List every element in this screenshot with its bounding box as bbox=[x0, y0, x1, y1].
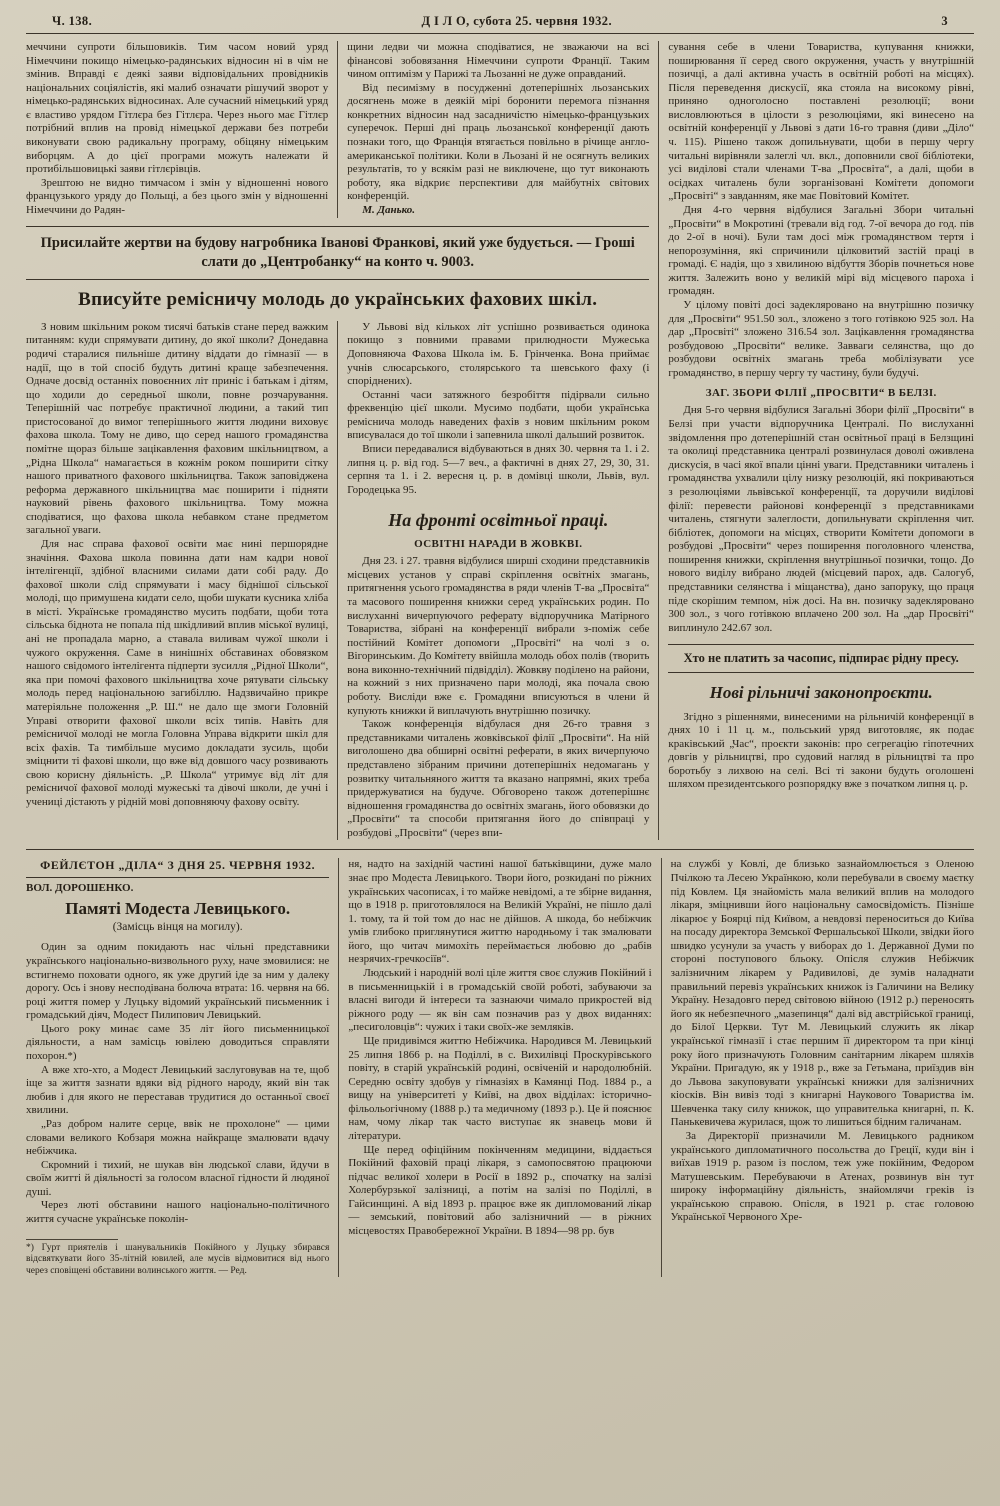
paragraph: Вписи передавалися відбуваються в днях 30. червня та 1. і 2. липня ц. р. від год. 5—7 веч., а фактичні в днях 27, 29, 30, 31. серпня та 1. і 2. вересня ц. р. в домівці школи, Львів, вул. Городецька 95. bbox=[347, 442, 650, 496]
left-two-columns bbox=[26, 41, 658, 840]
school-article-col2 bbox=[337, 321, 649, 841]
paragraph: меччини супроти більшовиків. Тим часом новий уряд Німеччини покищо німецько-радянських відносин ні в чім не змінив. Вправді є деякі заяви відповідальних провідників національних соціялістів, які малиб означати рішучий зворот у німецько-радянських відносинах. Але сучасний німецький уряд є властиво урядом Гітлєра без Гітлєра. Через нього має Гітлєр потрібний вплив на провід німецької держави без потреби виконувати свою радикальну програму, обіцяну німецьким виборцям. А до цієї програми можуть належати й протибільшовицькі заяви гітлєрівців. bbox=[26, 41, 329, 176]
franko-monument-notice: Присилайте жертви на будову нагробника Іванові Франкові, який уже будується. — Гроші слати до „Центробанку“ на конто ч. 9003. bbox=[26, 226, 649, 280]
paragraph: Дня 23. і 27. травня відбулися ширші сходини представників місцевих установ у справі скріплення освітніх змагань, притягнення усього громадянства в ряди членів Т-ва „Просвіта“ та масового поширення книжки серед українських родин. По вислуханні вичерпуючого реферату відпоручника Матірного Товариства, зібрані на конференції вибрали з-поміж себе постійний Комітет допомоги „Просвіті“ на чолі з о. Вігоринським. До Комітету ввійшла молодь обох полів (творить вона виконно-технічний підвідділ). Жовкву поділено на райони, на кожний з них призначено пари молоді, яка почала свою роботу. Висліди вже є. Громадяни вписуються в члени й купують книжки й виплачують внутрішню позичку. bbox=[347, 555, 650, 717]
paragraph: Зрештою не видно тимчасом і змін у відношенні нового французького уряду до Польщі, а без цього змін у відношенні Німеччини до Радян- bbox=[26, 176, 329, 216]
paragraph: Через люті обставини нашого національно-політичного життя сучасне українське поколін- bbox=[26, 1199, 330, 1225]
zhovkva-subheadline: ОСВІТНІ НАРАДИ В ЖОВКВІ. bbox=[414, 538, 583, 551]
lead-article bbox=[26, 41, 649, 218]
feuilleton-col3 bbox=[661, 858, 974, 1277]
school-article-col2-text bbox=[347, 321, 649, 498]
feuilleton-col1-text bbox=[26, 941, 329, 1226]
education-front-headline: На фронті освітньої праці. bbox=[388, 510, 609, 531]
main-section bbox=[26, 41, 974, 840]
paragraph: „Раз добром налите серце, ввік не прохолоне“ — цими словами великого Кобзаря можна найкраще змалювати вдачу небіжчика. bbox=[26, 1117, 330, 1158]
law-article-headline: Нові рільничі законопроєкти. bbox=[709, 682, 933, 702]
press-slogan-box: Хто не платить за часопис, підпирає рідну пресу. bbox=[668, 644, 974, 672]
feuilleton-byline: ВОЛ. ДОРОШЕНКО. bbox=[26, 882, 134, 895]
paragraph: Від песимізму в посудженні дотеперішніх льозанських досягнень може в деякій мірі боронити перемога пізнання конкретних відносин над засадничістю німецько-французьких суперечок. Перші дні праць льозанської конференції дають познаки того, що Франція втягається повільно в річище англо-американської політики. Коли в Льозані й не осягнуть великих результатів, то у всякім разі не виключене, що тут виконають роботу, яка відкриє перспективи для майбутніх світових конференцій. bbox=[347, 81, 650, 203]
zhovkva-article-col2-text bbox=[347, 555, 649, 840]
lead-article-col1 bbox=[26, 41, 337, 218]
feuilleton-section bbox=[26, 849, 974, 1277]
feuilleton-col2 bbox=[338, 858, 660, 1277]
paragraph: на службі у Ковлі, де близько зазнайомлюється з Оленою Пчілкою та Лесею Українкою, коли перебували в своєму маєтку під Ковлем. Ця знайомість мала великий вплив на молодого лікаря, зміцнивши його національну самосвідомість. Пізніше лікарює у Боярці під Київом, а невдовзі переноситься до Київа на посаду директора Земської Фершальської Школи, звідки його швидко усунули за участь у виборах до 1. Державної Думи по стороні поступового бльоку. Опісля служив Небіжчик залізничним лікарем у Радивилові, де зумів наладнати правильний перевіз українських книжок із Галичини на Велику Україну. Незадовго перед світовою війною (1912 р.) переносять його як небезпечного „мазепинця“ далі від австрійської границі, до Білої Церкви. Тут М. Левицький служить як лікар української гімназії і стає першим її директором та при кінці року його призначують Головним санітарним лікарем шляхів України. Пригадую, як у 1918 р., вже за Гетьмана, приїздив він до Львова закуповувати українські книжки для залізничних кіосків. Він вивіз тоді з книгарні Наукового Товариства ім. Шевченка таку силу книжок, що управителька книгарні, п. К. Панькевичева журилася, щож то лишиться бідним галичанам. bbox=[670, 858, 974, 1129]
feuilleton-footnote: *) Гурт приятелів і шанувальників Покійного у Луцьку збирався відсвяткувати його 35-літній ювилей, але мусів відмовитися від нього через сповіщені обставини волинського життя. — Ред. bbox=[26, 1239, 329, 1278]
paragraph: А вже хто-хто, а Модест Левицький заслуговував на те, щоб іще за життя зазнати вдяки від рідного народу, який він так любив і для якого не переставав трудитися до останньої своєї хвилини. bbox=[26, 1063, 330, 1117]
paragraph: Один за одним покидають нас чільні представники українського національно-визвольного руху, наче змовилися: не встигнемо поховати одного, як уже другий іде за ним у далеку дорогу. Ось і знову несподівана болюча втрата: 16. червня на 66. році життя помер у Луцьку відомий український письменник і громадський діяч, Модест Пилипович Левицький. bbox=[26, 941, 330, 1022]
feuilleton-header: ФЕЙЛЄТОН „ДІЛА“ З ДНЯ 25. ЧЕРВНЯ 1932. bbox=[26, 858, 329, 878]
paragraph: Також конференція відбулася дня 26-го травня з представниками читалень жовківської філії „Просвіти“. На ній виголошено два обширні освітні реферати, в яких вичерпуючо представлено зібраним причини дотеперішніх недомагань у розвитку читальняного життя та вказано напрямні, яких треба придержуватися на будуче. Обговорено також дотеперішнє відношення громадянства до освітніх змагань, його обовязки до „Просвіти“ та способи притягання його до співпраці у розбудові „Просвіти“ (через впи- bbox=[347, 718, 650, 839]
paragraph: Згідно з рішеннями, винесеними на рільничій конференції в днях 10 і 11 ц. м., польський уряд виготовляє, як подає краківський „Час“, проєкти законів: про сегрегацію гіпотечних довгів у рільництві, про судовий нагляд в рільництві та про боротьбу з лихвою на селі. Всі ті закони будуть оголошені шляхом президентського розпорядку вже з початком липня ц. р. bbox=[668, 710, 974, 791]
paragraph: У цілому повіті досі задекляровано на внутрішню позичку для „Просвіти“ 951.50 зол., зложено з того готівкою 925 зол. На дар „Просвіті“ зложено 316.54 зол. Зацікавлення громадянства розбудовою „Просвіти“ велике. Завваги селянства, що до розбудови освітніх змагань треба мобілізувати усе громадянство, в першу чергу ту частину, були будучі. bbox=[668, 298, 974, 379]
lead-article-col2 bbox=[337, 41, 649, 218]
page-number: 3 bbox=[941, 14, 948, 28]
zhovkva-article-col3-text bbox=[668, 41, 974, 380]
paragraph: сування себе в члени Товариства, купування книжки, поширювання її серед свого окруження, участь у внутрішній позичці, а далі активна участь в освітній роботі на місцях). Після переведення дискусії, яка стояла на високому рівні, приняно одноголосно поставлені резолюції; вони висловлюються в цілости з резолюціями, які винесено на освітній конференції у Львові з дати 16-го травня (диви „Діло“ ч. 115). Рішено також допильнувати, щоби в першу чергу читальні вирівняли залеглі чл. вкл., доповнили свої бібліотеки, усі виділові стали членами Т-ва „Просвіта“, а далі, щоби в осідках читалень були зорганізовані Комітети допомоги „Просвіті“ з завданням, яке має Повітовий Комітет. bbox=[668, 41, 974, 203]
paragraph: З новим шкільним роком тисячі батьків стане перед важким питанням: куди спрямувати дитину, до якої школи? Донедавна родичі старалися пильніше дитину віддати до гімназії — в надії, що в той спосіб будуть дитині краще забезпечення. Одначе досвід останніх повоєнних літ приніс і батькам і дітям, що ходили до середньої школи, повне розчарування. Теперішній час потребує практичної людини, а такий тип пристосованої до вимог теперішнього життя людини виховує фахова школа. Тому не диво, що серед нашого громадянства помітне щораз більше зацікавлення фаховим шкільництвом, а „Рідна Школа“ намагається в кожнім роком поширити сітку нашого приватного фахового шкільництва. Також заповіджена реформа державного шкільництва має поширити і підняти науковий рівень фахового шкільництва. Тому можна сподіватися, що фахова школа небавком стане предметом загальної уваги. bbox=[26, 320, 329, 537]
feuilleton-col1 bbox=[26, 858, 338, 1277]
school-article bbox=[26, 321, 649, 841]
paragraph: щини ледви чи можна сподіватися, не зважаючи на всі фінансові зобовязання Німеччини супроти Франції. Таким чином оптимізм у Парижі та Льозанні не дуже оправданий. bbox=[347, 41, 650, 81]
masthead bbox=[26, 12, 974, 34]
feuilleton-title: Памяті Модеста Левицького. bbox=[65, 899, 291, 919]
right-column bbox=[658, 41, 974, 840]
belz-article-text bbox=[668, 404, 974, 635]
paragraph: Ще перед офіційним покінченням медицини, віддається Покійний фаховій праці лікаря, з самопосвятою працюючи підчас великої холери в Росії в 1892 р., спочатку на залізі Холербурзької залізниці, а потім на залізі по Поділлі, в Гайсинщині. А від 1893 р. працює вже як дипломований лікар — земський, повітовий або залізничний — в ріжних місцевостях Правобережної України. В 1894—98 рр. був bbox=[348, 1143, 652, 1238]
article-signature: М. Данько. bbox=[362, 203, 416, 216]
lead-article-col2-text bbox=[347, 41, 649, 204]
belz-subheadline: ЗАГ. ЗБОРИ ФІЛІЇ „ПРОСВІТИ“ В БЕЛЗІ. bbox=[705, 387, 937, 400]
school-article-col1 bbox=[26, 321, 337, 841]
paragraph: Людський і народній волі ціле життя своє служив Покійний і в письменницькій і в громадській своїй роботі, забуваючи за власні вигоди й інтереси та зазнаючи чимало прикростей від ріжного роду — як він сам позначив раз у двох виданнях: „песиголовців“: чужих і таки своїх-же земляків. bbox=[348, 967, 652, 1034]
law-article-text bbox=[668, 711, 974, 792]
paragraph: Останні часи затяжного безробіття підірвали сильно фреквенцію цієї школи. Мусимо подбати, щоби українська реміснича молодь наведених фахів з новим шкільним роком вписувалася до тої школи і запевнила школі дальший розвиток. bbox=[347, 388, 650, 442]
paragraph: Дня 4-го червня відбулися Загальні Збори читальні „Просвіти“ в Мокротині (тревали від год. 7-ої вечора до год. пів до 2-ої в ночі). Були там досі між громадянством тертя і непорозуміння, які спричинили цілковитий застій праці в громаді. Є надія, що з хвилиною відбуття Зборів почнеться нове життя. Залежить воно у великій мірі від місцевого пароха і громадян. bbox=[668, 203, 974, 298]
issue-number: Ч. 138. bbox=[52, 14, 93, 28]
paragraph: За Директорії призначили М. Левицького радником українського дипломатичного посольства до Греції, куди він і виїхав 1919 р. разом із послом, теж уже покійним, Федором Матушевським. Перебуваючи в Атенах, розвинув він тут широку інформаційну діяльність, знайомлячи греків із українською справою. Опісля, в 1921 р. стає головою Української Червоного Хре- bbox=[670, 1129, 974, 1224]
paragraph: Скромний і тихий, не шукав він людської слави, йдучи в своїм житті й діяльності за голосом власної гідности й людяної душі. bbox=[26, 1158, 330, 1198]
masthead-title: Д І Л О, субота 25. червня 1932. bbox=[421, 14, 612, 28]
school-article-headline: Вписуйте ремісничу молодь до українських фахових шкіл. bbox=[78, 288, 598, 310]
feuilleton-subtitle: (Замісць вінця на могилу). bbox=[112, 921, 243, 934]
paragraph: Ще придивімся життю Небіжчика. Народився М. Левицький 25 липня 1866 р. на Поділлі, в с. Вихилівці Проскурівського повіту, в старій українській родині, освіченій и народолюбній. Середню освіту здобув у гімназіях в Камянці Под. 1884 р., а вищу на університеті у Київі, на двох відділах: історично-фільольогічному (1888 р.) та медичному (1893 р.). Це й пояснює нам, чому лікар так часто виступає як знавець мови й літератури. bbox=[348, 1034, 652, 1142]
paragraph: ня, надто на західній частині нашої батьківщини, дуже мало знає про Модеста Левицького. Твори його, розкидані по ріжних українських часописах, і то майже невідомі, а те збірне видання, що в 1918 р. приготовлялося на Великій Україні, не пішло далі 1. тому, та й той том до нас не дійшов. А шкода, бо небіжчик умів глибоко приглянутися життю народньому і так змалювати його, що читач мимохіть переймається любовю до „рабів незрячих-гречкосіїв“. bbox=[348, 858, 652, 966]
paragraph: У Львові від кількох літ успішно розвивається одинока покищо з повними правами прилюдности Мужеська Доповняюча Фахова Школа ім. Б. Грінченка. Вона приймає учнів слюсарського, столярського та шевського фаху (і споріднених). bbox=[347, 320, 650, 388]
paragraph: Для нас справа фахової освіти має нині першорядне значіння. Фахова школа повинна дати нам кадри нової інтелігенції, здібної власними силами дати собі раду. До фахової школи слід спрямувати і масу біднішої сільської молоді, що примушена кидати село, щоби шукати кусника хліба в місті. Українське громадянство мусить подбати, щоби тота сільська біднота не попала під шкідливий вплив міської вулиці, ані не пропадала марно, а ставала виливам чужої школи і чужого окруження. Саме в нинішніх обставинах обовязком нашого свідомого інтелігента підперти зусилля „Рідної Школи“, яка при помочі фахового шкільництва хоче рятувати сільську молодь перед національною загибіллю. Надзвичайно прикре матеріяльне положення „Р. Ш.“ не дало ще змоги Головній Управі отворити фахової школи всіх типів. Навіть для ремісничої молоді не могла Головна Управа відкрити шкіл для всіх фахів. Та тимбільше мусимо докладати зусиль, щоби зміцнити ті фахові школи, що вже від довшого часу розвивають свою корисну діяльність. „Р. Школа“ утримує від літ для ремісничої фахової молоді мужеські та дівочі школи, де учні і учениці дістають у рідній мові доповняючу фахову освіту. bbox=[26, 538, 329, 808]
paragraph: Дня 5-го червня відбулися Загальні Збори філії „Просвіти“ в Белзі при участи відпоручника Централі. По вислуханні звідомлення про дотеперішній стан освітньої праці в Белзщині та околиці представника централі розвинулася доволі оживлена дискусія, в часі якої впали цінні уваги. Представники читалень і громадянства ухвалили цілу низку резолюцій, які покриваються з резолюціями львівської конференції, та доручили виділові філії: перевести районові конференції з представниками читалень, стягнути залеглости, допильнувати скріплення чит. бібліотек, допомоги на місцях, створити Комітети допомоги в розбудові „Просвіти“ через поширення поголовного членства, поширення книжки, скріплення внутрішньої позички, тощо. До нового виділу вибрано людей (місцевий парох, адв. Салогуб, представники селянства і міщанства), дано запоруку, що праця піде скорішим темпом, ніж досі. На вн. позичку задекляровано 300 зол., з чого готівкою вплачено 200 зол. На „дар Просвіті“ виплинуло 242.67 зол. bbox=[668, 404, 974, 634]
paragraph: Цього року минає саме 35 літ його письменницької діяльности, а нам замісць ювілею доводиться справляти похорон.*) bbox=[26, 1022, 330, 1063]
